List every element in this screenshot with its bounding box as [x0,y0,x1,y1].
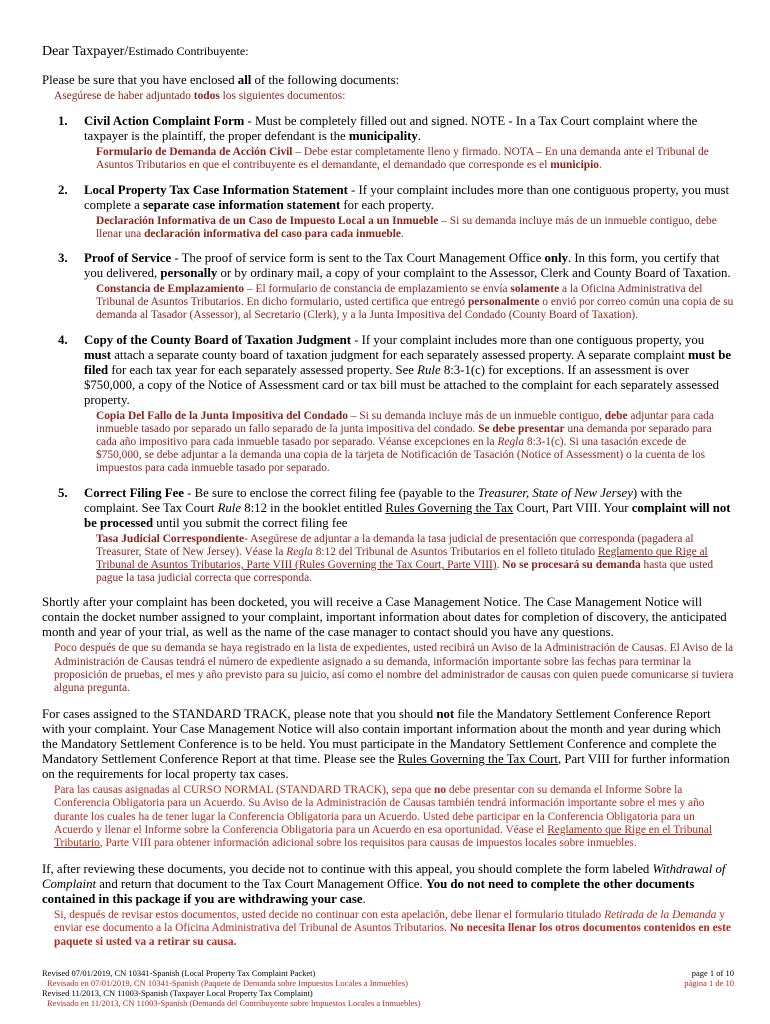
text-run: Shortly after your complaint has been docketed, you will receive a Case Management Notice. The Case Management Notice will contain the docket number assigned to your complaint, important information about dates for completion of discovery, the anticipated month and year of your trial, as well as the name of the case manager to contact should you have any questions. [42,595,727,640]
item-number: 2. [58,182,68,197]
item-text-english [84,333,734,408]
notice-paragraph [42,862,734,949]
text-run: . [362,892,366,907]
text-run: hasta que usted pague la tasa judicial correcta que corresponda. [96,559,714,585]
text-run: adjuntar para cada inmueble tasado por separado un fallo separado de la junta impositiva del condado. [96,409,714,435]
text-run: Copy of the County Board of Taxation Judgment [84,332,351,347]
item-number: 3. [58,251,68,266]
intro-text-english [42,73,734,88]
paragraph-text-english [42,862,734,907]
text-run: only [544,251,568,266]
text-run: Rules Governing the Tax [385,500,514,515]
text-run: – Debe estar completamente lleno y firmado. NOTA – En una demanda ante el Tribunal de Asuntos Tributarios en que el contribuyente es el demandante, el demandado que corresponde es el [96,146,709,172]
text-run: Withdrawal of Complaint [42,862,726,892]
text-run: for each property. [340,197,434,212]
text-run: Reglamento que Rige al Tribunal de Asuntos Tributarios, Parte VIII (Rules Governing the Tax Court, Parte VIII) [96,545,708,572]
text-run: los siguientes documentos: [219,90,346,102]
text-run: declaración informativa del caso para cada inmueble [144,227,401,240]
text-run: Rule [417,362,441,377]
text-run: all [237,73,252,87]
text-run: - If your complaint includes more than one contiguous property, you must complete a [84,182,730,212]
footer-line: page 1 of 10 [691,968,734,978]
text-run: Civil Action Complaint Form [84,114,245,129]
document-checklist [42,114,734,585]
footer-line: Revisado en 11/2013, CN 11003-Spanish (Demanda del Contribuyente sobre Impuestos Locales a Inmuebles) [47,998,421,1008]
text-run: municipality [348,129,418,144]
text-run: . [400,227,404,240]
text-run: of the following documents: [251,73,400,87]
footer-line: página 1 de 10 [684,978,734,988]
footer-page-number [684,968,734,988]
text-run: attach a separate county board of taxation judgment for each separately assessed property. A separate complaint [111,347,688,362]
footer-revision-lines [42,968,421,1008]
text-run: must [84,347,112,362]
text-run: . In this form, you certify that you delivered, [84,251,720,281]
text-run: No necesita llenar los otros documentos contenidos en este paquete si usted va a retirar su causa. [54,922,731,948]
checklist-item [42,486,734,586]
text-run: debe presentar con su demanda el Informe Sobre la Conferencia Obligatoria para un Acuerdo. Su Aviso de la Administración de Causas también tendrá información importante sobre el mes y año durante los cuales ha de tener lugar la Conferencia Obligatoria para un Acuerdo. Usted debe participar en la Conferencia Obligatoria para un Acuerdo y llenar el Informe sobre la Conferencia Obligatoria para un Acuerdo en esa oportunidad. Véase el [54,784,705,836]
item-text-english [84,251,734,281]
text-run: complaint will not be processed [84,500,731,530]
item-text-spanish [96,215,734,241]
text-run: Declaración Informativa de un Caso de Impuesto Local a un Inmueble [96,214,439,227]
text-run: 8:3-1(c). Si una tasación excede de $750,000, se debe adjuntar a la demanda una copia de la tarjeta de Notificación de Tasación (Notice of Assessment) o la cuenta de los impuestos para cada inmueble tasado por separado. [96,436,706,475]
text-run: or by ordinary mail, a copy of your complaint to the Assessor, Clerk and County Board of Taxation. [217,266,731,281]
text-run: 8:3-1(c) for exceptions. If an assessment is over $750,000, a copy of the Notice of Assessment card or tax bill must be attached to the complaint for each separately assessed property. [84,362,720,407]
checklist-item [42,114,734,172]
item-number: 4. [58,332,68,347]
text-run: . [598,159,602,172]
text-run: Local Property Tax Case Information Statement [84,182,348,197]
text-run: personally [160,266,218,281]
text-run: Court, Part VIII. Your [513,500,632,515]
text-run: - Be sure to enclose the correct filing fee (payable to the [183,485,478,500]
notice-paragraphs [42,595,734,948]
text-run: must be filed [84,347,731,377]
footer [42,968,734,1008]
text-run: Rule [217,500,242,515]
text-run: Asegúrese de haber adjuntado [54,90,194,102]
text-run: separate case information statement [142,197,341,212]
item-number: 5. [58,485,68,500]
footer-line: Revised 11/2013, CN 11003-Spanish (Taxpayer Local Property Tax Complaint) [42,988,313,998]
text-run: If, after reviewing these documents, you decide not to continue with this appeal, you should complete the form labeled [42,862,653,877]
text-run: , Parte VIII para obtener información adicional sobre los requisitos para causas de impuestos locales sobre inmuebles. [99,837,637,850]
text-run: - Must be completely filled out and signed. NOTE - In a Tax Court complaint where the taxpayer is the plaintiff, the proper defendant is the [84,114,698,144]
text-run: Proof of Service [84,251,172,266]
text-run: – Si su demanda incluye más de un inmueble contiguo, debe llenar una [96,214,717,240]
text-run: municipio [550,159,599,172]
text-run: not [436,707,455,722]
footer-line: Revisado en 07/01/2019, CN 10341-Spanish (Paquete de Demanda sobre Impuestos Locales a Inmuebles) [47,978,408,988]
text-run: ) with the complaint. See Tax Court [84,485,682,515]
text-run: Se debe presentar [478,422,565,435]
salutation [42,44,734,60]
text-run: a la Oficina Administrativa del Tribunal de Asuntos Tributarios. En dicho formulario, usted certifica que entregó [96,283,703,309]
text-run: Formulario de Demanda de Acción Civil [96,146,293,159]
text-run: Regla [497,436,525,449]
text-run: Constancia de Emplazamiento [96,283,245,296]
text-run: solamente [510,283,560,296]
text-run: for each tax year for each separately assessed property. See [108,362,418,377]
text-run: Correct Filing Fee [84,485,184,500]
text-run: Dear Taxpayer/ [42,44,129,59]
item-text-english [84,183,734,213]
text-run: , Part VIII for further information on the requirements for local property tax cases. [42,752,730,782]
text-run: todos [193,90,220,102]
text-run: Copia Del Fallo de la Junta Impositiva del Condado [96,409,348,422]
text-run: Treasurer, State of New Jersey [477,485,633,500]
text-run: debe [604,409,628,422]
item-text-spanish [96,146,734,172]
text-run: You do not need to complete the other documents contained in this package if you are withdrawing your case [42,877,695,907]
text-run: Regla [286,545,313,558]
item-text-english [84,114,734,144]
checklist-item [42,251,734,323]
item-text-english [84,486,734,531]
text-run: . [496,559,503,572]
text-run: Estimado Contribuyente: [128,44,249,58]
notice-paragraph [42,595,734,695]
text-run: For cases assigned to the STANDARD TRACK, please note that you should [42,707,437,722]
paragraph-text-english [42,595,734,640]
text-run: - If your complaint includes more than one contiguous property, you [351,332,705,347]
paragraph-text-spanish [54,784,734,850]
text-run: Rules Governing the Tax Court [397,752,558,767]
text-run: y enviar ese documento a la Oficina Administrativa del Tribunal de Asuntos Tributarios. [54,909,725,935]
text-run: 8:12 in the booklet entitled [241,500,386,515]
notice-paragraph [42,707,734,850]
text-run: Tasa Judicial Correspondiente [96,532,245,545]
paragraph-text-spanish [54,642,734,695]
item-text-spanish [96,533,734,586]
checklist-item [42,333,734,476]
text-run: no [434,784,447,797]
text-run: - Asegúrese de adjuntar a la demanda la tasa judicial de presentación que corresponda (pagadera al Treasurer, State of New Jersey). Véase la [96,532,694,558]
text-run: Please be sure that you have enclosed [42,73,238,87]
text-run: until you submit the correct filing fee [153,515,348,530]
text-run: Poco después de que su demanda se haya registrado en la lista de expedientes, usted recibirá un Aviso de la Administración de Causas. El Aviso de la Administración de Causas tendrá el número de expediente asignado a su demanda, información importante sobre las fechas para terminar la proposición de pruebas, el mes y año previsto para su juicio, así como el nombre del administrador de causas con quien puede comunicarse si tuviera alguna pregunta. [54,642,734,695]
item-number: 1. [58,114,68,129]
text-run: . [417,129,422,144]
text-run: and return that document to the Tax Court Management Office. [96,877,426,892]
text-run: Para las causas asignadas al CURSO NORMAL (STANDARD TRACK), sepa que [54,784,434,797]
intro [42,73,734,103]
paragraph-text-spanish [54,909,734,949]
text-run: o envió por correo común una copia de su demanda al Tasador (Assessor), al Secretario (Clerk), y a la Junta Impositiva del Condado (County Board of Taxation). [96,296,734,322]
text-run: Si, después de revisar estos documentos, usted decide no continuar con esta apelación, debe llenar el formulario titulado [54,909,605,922]
text-run: - The proof of service form is sent to the Tax Court Management Office [171,251,545,266]
text-run: una demanda por separado para cada año impositivo para cada inmueble tasado por separado. Véanse excepciones en la [96,422,712,449]
text-run: Retirada de la Demanda [604,909,717,922]
item-text-spanish [96,283,734,323]
text-run: – El formulario de constancia de emplazamiento se envía [244,283,511,296]
text-run: No se procesará su demanda [502,559,641,572]
item-text-spanish [96,410,734,476]
intro-text-spanish [54,90,734,103]
text-run: personalmente [467,296,540,309]
checklist-item [42,183,734,241]
paragraph-text-english [42,707,734,782]
text-run: Reglamento que Rige en el Tribunal Tributario [54,823,713,850]
footer-line: Revised 07/01/2019, CN 10341-Spanish (Local Property Tax Complaint Packet) [42,968,316,978]
text-run: file the Mandatory Settlement Conference Report with your complaint. Your Case Management Notice will also contain important information about the month and year during which the Mandatory Settlement Conference is to be held. You must participate in the Mandatory Settlement Conference and complete the Mandatory Settlement Conference Report at that time. Please see the [42,707,721,767]
text-run: 8:12 del Tribunal de Asuntos Tributarios en el folleto titulado [312,545,598,558]
text-run: – Si su demanda incluye más de un inmueble contiguo, [347,409,605,422]
